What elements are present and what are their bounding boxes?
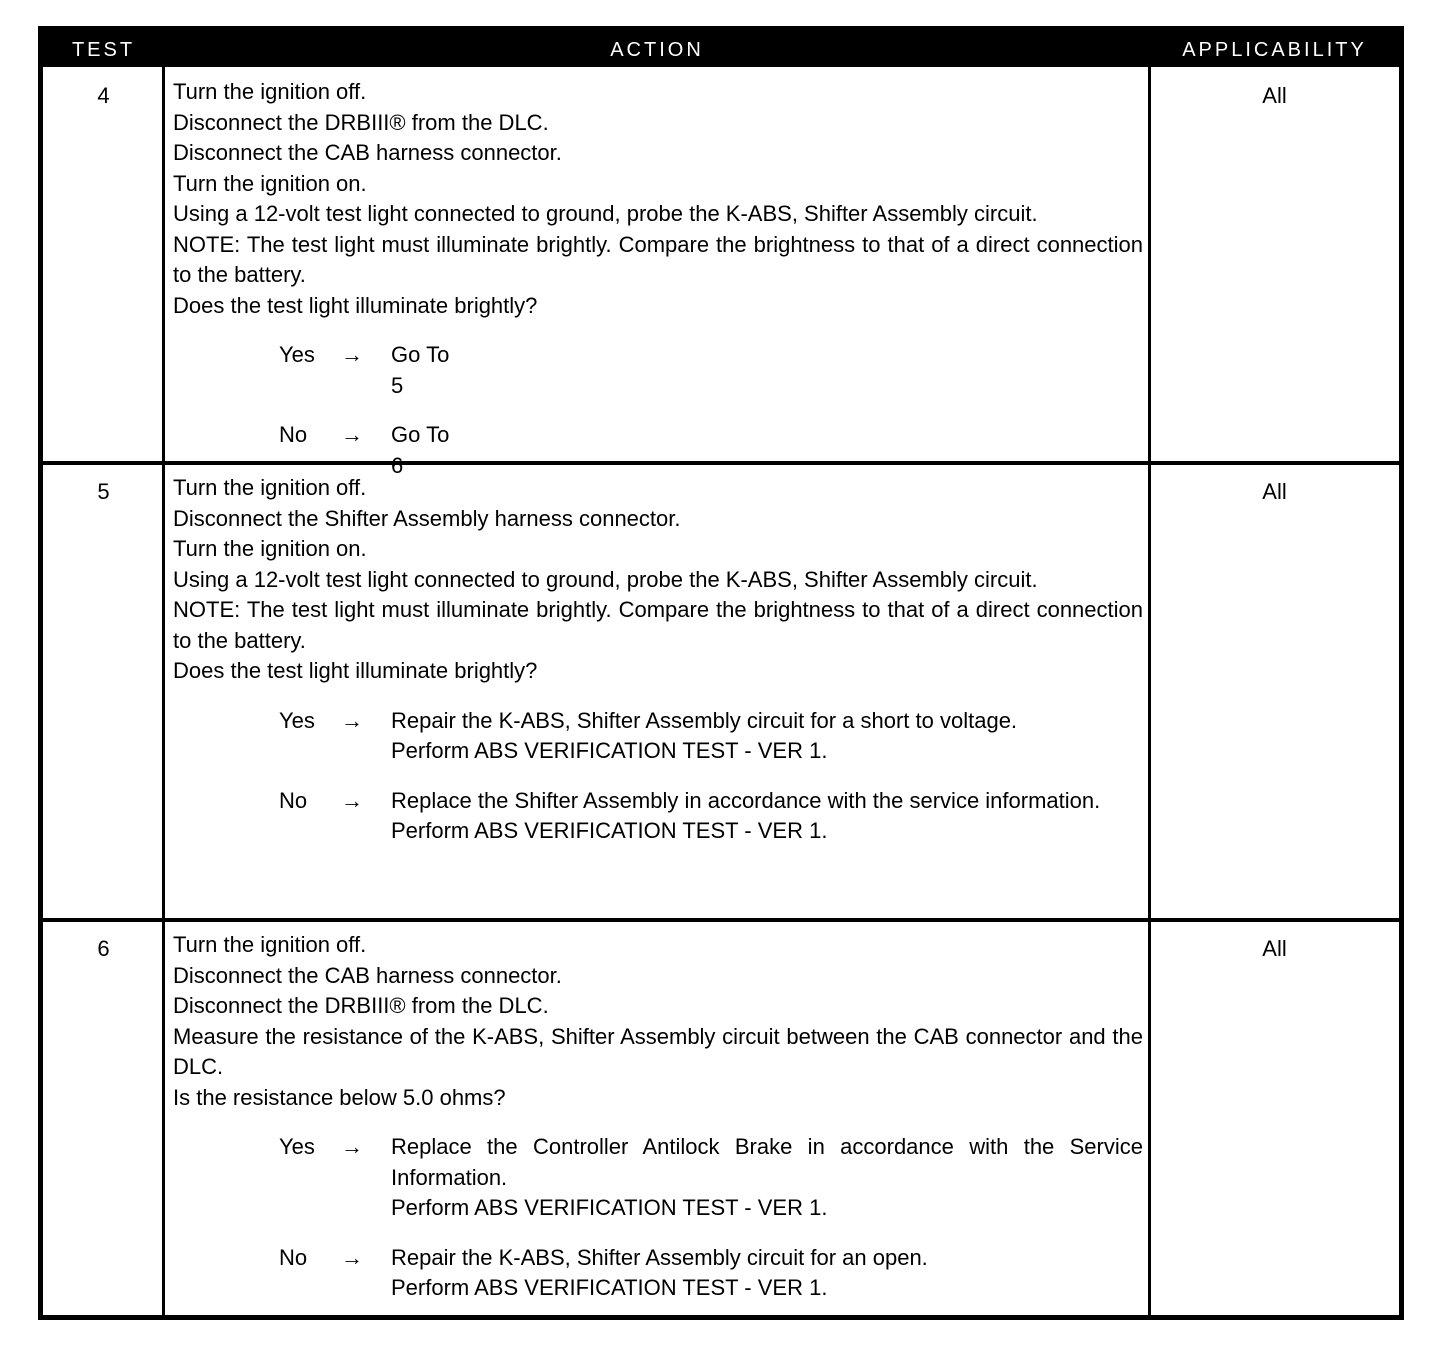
step: Using a 12-volt test light connected to ground, probe the K-ABS, Shifter Assembly circuit.: [173, 201, 1038, 226]
table-header: [43, 31, 1399, 67]
arrow-icon: →: [341, 787, 363, 813]
step: Turn the ignition on.: [173, 170, 367, 196]
header-test: TEST: [71, 39, 136, 61]
action-cell: [173, 77, 1143, 481]
arrow-icon: →: [341, 1134, 363, 1159]
result-yes: [173, 706, 1143, 767]
action-cell: [173, 473, 1143, 847]
goto-label: Go To: [391, 422, 450, 447]
result-text: Perform ABS VERIFICATION TEST - VER 1.: [391, 1275, 828, 1300]
answer-label: Yes: [279, 342, 315, 367]
column-divider: [1148, 67, 1151, 1315]
goto-target: 5: [391, 372, 404, 398]
answer-label: Yes: [279, 707, 315, 733]
test-number: 5: [97, 479, 110, 504]
step: Measure the resistance of the K-ABS, Shifter Assembly circuit between the CAB connector and the DLC.: [173, 1023, 1143, 1079]
answer-label: No: [279, 1244, 308, 1270]
result-no: [173, 1243, 1143, 1304]
result-text: Replace the Shifter Assembly in accordance with the service information.: [391, 787, 1101, 813]
applicability-value: All: [1262, 936, 1287, 961]
result-text: Repair the K-ABS, Shifter Assembly circuit for a short to voltage.: [391, 707, 1018, 733]
answer-label: No: [279, 787, 308, 813]
step: Using a 12-volt test light connected to ground, probe the K-ABS, Shifter Assembly circuit.: [173, 566, 1038, 592]
step: Turn the ignition off.: [173, 932, 367, 957]
step: Disconnect the DRBIII® from the DLC.: [173, 993, 549, 1018]
arrow-icon: →: [341, 1244, 363, 1270]
goto-target: 6: [391, 452, 404, 478]
step: Disconnect the Shifter Assembly harness connector.: [173, 505, 681, 531]
result-text: Replace the Controller Antilock Brake in accordance with the Service Information.: [391, 1134, 1143, 1190]
step-question: Is the resistance below 5.0 ohms?: [173, 1084, 506, 1110]
test-number: 4: [97, 83, 110, 108]
step-note: NOTE: The test light must illuminate brightly. Compare the brightness to that of a direct connection to the battery.: [173, 231, 1143, 287]
column-divider: [162, 67, 165, 1315]
step: Disconnect the CAB harness connector.: [173, 962, 562, 988]
result-yes: [173, 1132, 1143, 1224]
step: Disconnect the DRBIII® from the DLC.: [173, 109, 549, 135]
step: Disconnect the CAB harness connector.: [173, 140, 562, 165]
result-text: Perform ABS VERIFICATION TEST - VER 1.: [391, 818, 828, 843]
result-text: Perform ABS VERIFICATION TEST - VER 1.: [391, 738, 828, 763]
result-no: [173, 786, 1143, 847]
step: Turn the ignition off.: [173, 79, 367, 104]
arrow-icon: →: [341, 422, 363, 447]
arrow-icon: →: [341, 342, 363, 367]
applicability-value: All: [1262, 479, 1287, 504]
result-no: [173, 420, 1143, 481]
step-note: NOTE: The test light must illuminate brightly. Compare the brightness to that of a direct connection to the battery.: [173, 597, 1143, 653]
result-text: Perform ABS VERIFICATION TEST - VER 1.: [391, 1195, 828, 1220]
step: Turn the ignition on.: [173, 536, 367, 561]
action-cell: [173, 930, 1143, 1304]
row-divider: [43, 918, 1399, 922]
goto-label: Go To: [391, 342, 450, 367]
step: Turn the ignition off.: [173, 475, 367, 500]
test-number: 6: [97, 936, 110, 961]
result-yes: [173, 340, 1143, 401]
result-text: Repair the K-ABS, Shifter Assembly circuit for an open.: [391, 1244, 928, 1270]
header-applicability: APPLICABILITY: [1182, 39, 1367, 61]
header-action: ACTION: [610, 39, 704, 61]
step-question: Does the test light illuminate brightly?: [173, 292, 538, 318]
step-question: Does the test light illuminate brightly?: [173, 658, 538, 683]
answer-label: No: [279, 422, 308, 447]
applicability-value: All: [1262, 83, 1287, 108]
arrow-icon: →: [341, 707, 363, 733]
diagnostic-table: [38, 26, 1404, 1320]
answer-label: Yes: [279, 1134, 315, 1159]
